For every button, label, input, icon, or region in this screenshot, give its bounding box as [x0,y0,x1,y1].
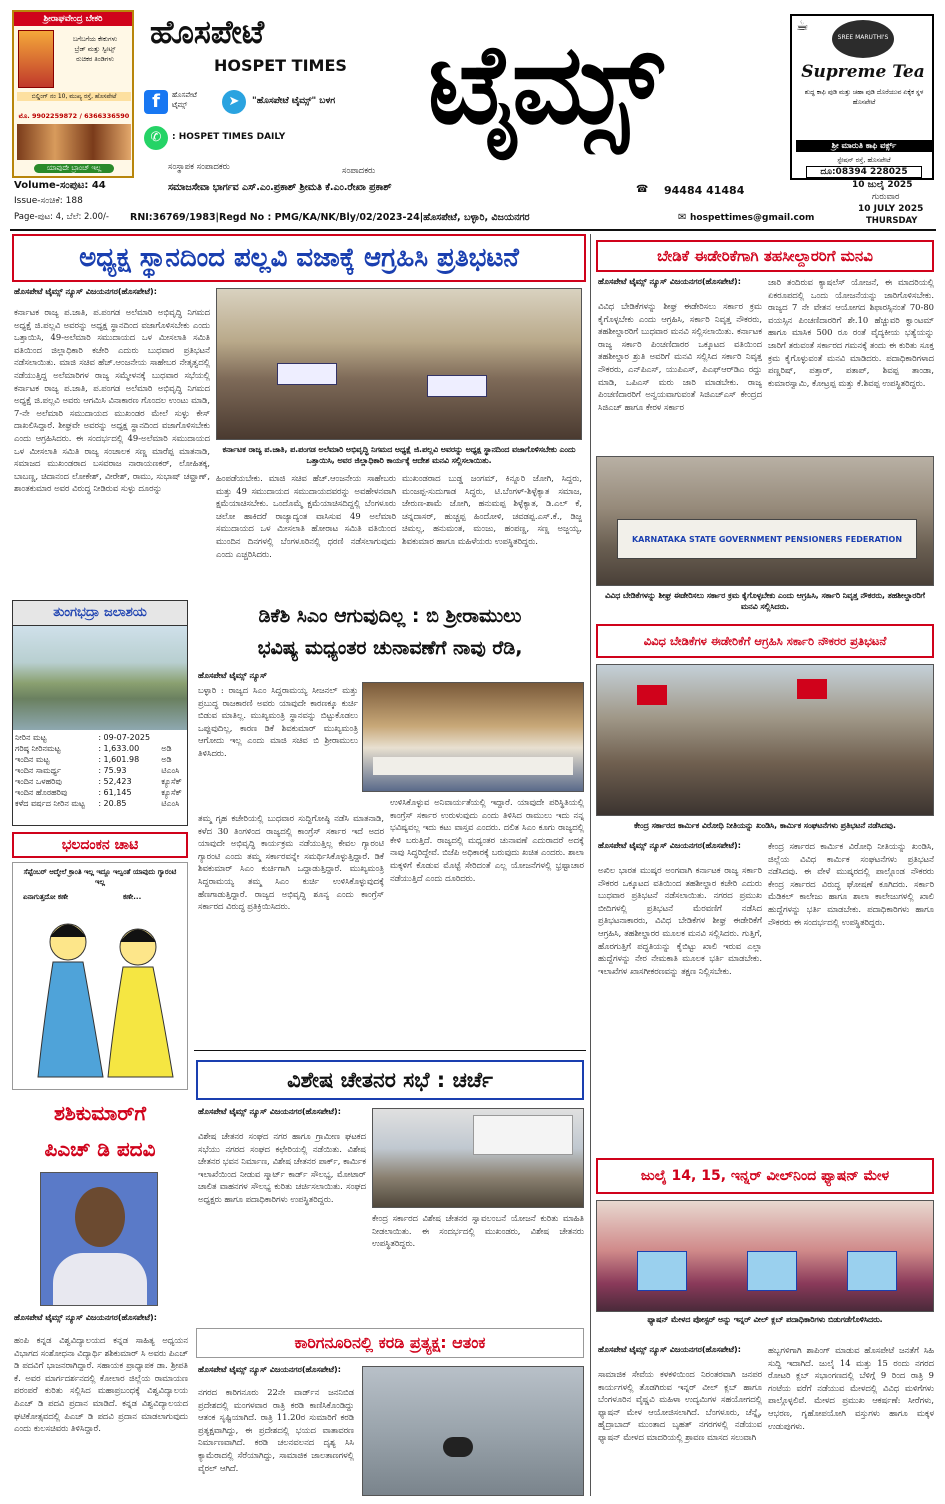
story3-headline: ವಿವಿಧ ಬೇಡಿಕೆಗಳ ಈಡೇರಿಕೆಗೆ ಆಗ್ರಹಿಸಿ ಸರ್ಕಾರಿ ನೌಕರರ ಪ್ರತಿಭಟನೆ [643,634,887,648]
story3-photo [596,664,934,816]
phone-number: 94484 41484 [664,184,745,197]
col-divider [590,234,591,1496]
story4-headline-box [596,1158,934,1194]
story7-body-right: ಕೇಂದ್ರ ಸರ್ಕಾರದ ವಿಶೇಷ ಚೇತನರ ಸ್ವಾವಲಂಬನೆ ಯೋಜನೆ ಕುರಿತು ಮಾಹಿತಿ ನೀಡಲಾಯಿತು. ಈ ಸಂದರ್ಭದಲ್ಲಿ ಮುಖಂಡರು, ವಿಶೇಷ ಚೇತನರು ಉಪಸ್ಥಿತರಿದ್ದರು. [372,1213,584,1249]
dam-photo [13,626,187,730]
story1-caption: ಕರ್ನಾಟಕ ರಾಜ್ಯ ಪ.ಜಾತಿ, ಪ.ಪಂಗಡ ಅಲೆಮಾರಿ ಅಭಿವೃದ್ಧಿ ನಿಗಮದ ಅಧ್ಯಕ್ಷೆ ಜಿ.ಪಲ್ಲವಿ ಅವರನ್ನು ಅಧ್ಯಕ್ಷ ಸ್ಥಾನದಿಂದ ವಜಾಗೊಳಿಸಬೇಕು ಎಂದು ಒತ್ತಾಯಿಸಿ, ಅವರ ಜಿಲ್ಲಾಧಿಕಾರಿ ಕಾರ್ಯಕ್ಕೆ ಆದೇಶ ಮನವಿ ಸಲ್ಲಿಸಲಾಯಿತು. [222,445,576,465]
stage-banner [473,1115,573,1155]
story8-headline-box [196,1328,584,1358]
dam-label: ಇಂದಿನ ಮಟ್ಟ [15,755,50,764]
story1-body-mid: ಹಿಂಪಡೆಯಬೇಕು. ಮಾಜಿ ಸಚಿವ ಹೆಚ್.ಆಂಜನೇಯ ಸಾಹೇಬರು ಮತ್ತು 49 ಸಮುದಾಯದ ಸಮುದಾಯದವರನ್ನು ಅವಹೇಳನವಾಗಿ ಕ್ಷಮೆಯಾಚಿಸಬೇಕು. ಒಂದೊಮ್ಮೆ ಕ್ಷಮೆಯಾಚಿಸದಿದ್ದಲ್ಲಿ ಬೆಂಗಳೂರು ಚಲೋ ಹಾಕಿದರೆ ರಾಜ್ಯಾದ್ಯಂತ ವಾಸಿಸುವ 49 ಅಲೆಮಾರಿ ಸಮುದಾಯದ ಒಳ ಮೀಸಲಾತಿ ಹೋರಾಟ ಸಮಿತಿ ವತಿಯಿಂದ ಮುಂದಿನ ದಿನಗಳಲ್ಲಿ ಬೆಂಗಳೂರಿನಲ್ಲಿ ಧರಣಿ ನಡೆಸಲಾಗುವುದು ಎಂದು ಎಚ್ಚರಿಸಿದರು. [216,473,396,559]
facebook-icon[interactable]: f [144,90,168,114]
date-kn: 10 ಜುಲೈ 2025 [852,180,913,190]
dam-unit: ಕ್ಯೂಸೆಕ್ [161,788,182,797]
pensioners-banner [617,519,917,559]
story5-headline-1: ಡಿಕೆಶಿ ಸಿಎಂ ಆಗುವುದಿಲ್ಲ : ಬಿ ಶ್ರೀರಾಮುಲು [258,605,522,627]
story2-byline: ಹೊಸಪೇಟೆ ಟೈಮ್ಸ್ ನ್ಯೂಸ್ ವಿಜಯನಗರ(ಹೊಸಪೇಟೆ): [598,277,741,286]
story6-headline-1: ಶಶಿಕುಮಾರ್‌ಗೆ [53,1101,147,1125]
flag [637,685,667,705]
dam-row [13,765,187,776]
tea-shop: ಶ್ರೀ ಮಾರುತಿ ಕಾಫಿ ವರ್ಕ್ಸ್ [796,140,932,152]
date-en: 10 JULY 2025 [858,204,924,214]
ad-bakery-note: ಯಾವುದೇ ಬ್ರಾಂಚ್ ಇಲ್ಲ [34,164,114,173]
whatsapp-icon[interactable]: ✆ [144,126,168,150]
dam-value: : 09-07-2025 [98,733,151,742]
story2-photo [596,456,934,586]
telegram-icon[interactable]: ➤ [222,90,246,114]
tea-brand: Supreme Tea [801,62,925,82]
founder-label: ಸಂಸ್ಥಾಪಕ ಸಂಪಾದಕರು [168,162,230,172]
masthead-title-small: ಹೊಸಪೇಟೆ [150,13,265,51]
day-en: THURSDAY [866,216,918,226]
poster [637,1251,687,1291]
story2-caption: ವಿವಿಧ ಬೇಡಿಕೆಗಳನ್ನು ಶೀಘ್ರ ಈಡೇರಿಸಲು ಸರ್ಕಾರ ಕ್ರಮ ಕೈಗೊಳ್ಳಬೇಕು ಎಂದು ಆಗ್ರಹಿಸಿ, ಸರ್ಕಾರಿ ನಿವೃತ್ತ ನೌಕರರು, ತಹಶೀಲ್ದಾರರಿಗೆ ಮನವಿ ಸಲ್ಲಿಸಿದರು. [605,591,925,611]
story2-headline-box [596,240,934,272]
cup-icon: ☕ [796,18,809,34]
dam-label: ಕಳೆದ ವರ್ಷದ ನೀರಿನ ಮಟ್ಟ [15,799,85,808]
day-kn: ಗುರುವಾರ [872,192,900,202]
press-table [373,757,573,775]
dam-value: : 61,145 [98,788,132,797]
dam-unit: ಅಡಿ [161,755,172,764]
bear-figure [443,1437,473,1457]
story2-body-right: ಜಾರಿ ತಂದಿರುವ ಕ್ಯಾಷಲೆಸ್ ಯೋಜನೆ, ಈ ಮಾದರಿಯಲ್ಲಿ ಏಕರೂಪದಲ್ಲಿ ಒಂದು ಯೋಜನೆಯನ್ನು ಜಾರಿಗೊಳಿಸಬೇಕು. ರಾಜ್ಯದ 7 ನೇ ವೇತನ ಆಯೋಗದ ಶಿಫಾರಸ್ಸಿನಂತೆ 70-80 ವಯಸ್ಸಿನ ಪಿಂಚಣಿದಾರರಿಗೆ ಶೇ.10 ಹೆಚ್ಚುವರಿ ಕ್ವಾಂಟಮ್ ಹಾಗೂ ಮಾಸಿಕ 500 ರೂ ರಂತೆ ವೈದ್ಯಕೀಯ ಭತ್ಯೆಯನ್ನು ಜಾರಿಗೆ ತರುವಂತೆ ಸರ್ಕಾರದ ಗಮನಕ್ಕೆ ತಂದು ಈ ಕುರಿತು ಸೂಕ್ತ ಕ್ರಮ ಕೈಗೊಳ್ಳುವಂತೆ ಮನವಿ ಮಾಡಿದರು. ಪದಾಧಿಕಾರಿಗಳಾದ ಪಣ್ಣರಿಷ್, ಪತ್ತಾರ್, ಪತಾಪ್, ಶಿವಪ್ಪ ತಾಂಡಾ, ಕುಮಾರಸ್ವಾಮಿ, ಕೋಟ್ರಪ್ಪ ಮತ್ತು ಕೆ.ಶಿವಪ್ಪ ಉಪಸ್ಥಿತರಿದ್ದರು. [768,277,934,388]
story7-byline: ಹೊಸಪೇಟೆ ಟೈಮ್ಸ್ ನ್ಯೂಸ್ ವಿಜಯನಗರ(ಹೊಸಪೇಟೆ): [198,1107,341,1116]
dam-row [13,743,187,754]
protest-placard [427,375,487,397]
tea-phone: ದೂ:08394 228025 [806,166,922,178]
phone-icon: ☎ [636,184,649,195]
cartoon-line3: ಕಣೇ... [123,893,142,901]
story7-headline: ವಿಶೇಷ ಚೇತನರ ಸಭೆ : ಚರ್ಚೆ [287,1068,493,1092]
deity-image [18,30,54,88]
protest-placard [277,363,337,385]
portrait-shirt [53,1253,147,1306]
story1-headline-box [12,234,586,282]
dam-unit: ಟಿಎಂಸಿ [161,766,180,775]
cartoon-heading-box [12,832,188,858]
telegram-label: "ಹೊಸಪೇಟೆ ಟೈಮ್ಸ್" ಬಳಗ [252,96,336,106]
story6-headline-2: ಪಿಎಚ್ ಡಿ ಪದವಿ [44,1137,156,1161]
story3-body-right: ಕೇಂದ್ರ ಸರ್ಕಾರದ ಕಾರ್ಮಿಕ ವಿರೋಧಿ ನೀತಿಯನ್ನು ಖಂಡಿಸಿ, ಜಿಲ್ಲೆಯ ವಿವಿಧ ಕಾರ್ಮಿಕ ಸಂಘಟನೆಗಳು ಪ್ರತಿಭಟನೆ ನಡೆಸಿದವು. ಈ ವೇಳೆ ಮುಷ್ಕರದಲ್ಲಿ ಪಾಲ್ಗೊಂಡ ನೌಕರರು ಕೇಂದ್ರ ಸರ್ಕಾರದ ವಿರುದ್ಧ ಘೋಷಣೆ ಕೂಗಿದರು. ಸರ್ಕಾರಿ ಮೆಡಿಕಲ್ ಕಾಲೇಜು ಹಾಗೂ ಶಾಲಾ ಕಾಲೇಜುಗಳಲ್ಲಿ ಖಾಲಿ ಹುದ್ದೆಗಳನ್ನು ಭರ್ತಿ ಮಾಡಬೇಕು. ಪದಾಧಿಕಾರಿಗಳು ಹಾಗೂ ನೌಕರರು ಈ ಸಂದರ್ಭದಲ್ಲಿ ಉಪಸ್ಥಿತರಿದ್ದರು. [768,841,934,927]
tea-address: ಸ್ಟೇಷನ್ ರಸ್ತೆ, ಹೊಸಪೇಟೆ [837,156,891,164]
story4-body-left: ಸಾಮಾಜಿಕ ಸೇವೆಯ ಕಳಕಳಿಯಿಂದ ನಿರಂತರವಾಗಿ ಜನಪರ ಕಾರ್ಯಗಳಲ್ಲಿ ತೊಡಗಿರುವ ಇನ್ನರ್ ವೀಲ್ ಕ್ಲಬ್ ಹಾಗೂ ಬೆಂಗಳೂರಿನ ವೈಷ್ಣವಿ ಮಹಿಳಾ ಉದ್ಯಮಿಗಳ ಸಹಯೋಗದಲ್ಲಿ ಫ್ಯಾಷನ್ ಮೇಳ ಆಯೋಜಿಸಲಾಗಿದೆ. ಬೆಂಗಳೂರು, ಚೆನ್ನೈ, ಹೈದ್ರಾಬಾದ್ ಮುಂತಾದ ಬೃಹತ್ ನಗರಗಳಲ್ಲಿ ನಡೆಯುವ ಫ್ಯಾಷನ್ ಮೇಳದ ಮಾದರಿಯಲ್ಲಿ ಶ್ರಾವಣ ಮಾಸದ ಸಲುವಾಗಿ [598,1369,762,1442]
dam-row [13,754,187,765]
story8-cctv-photo [362,1366,584,1496]
dam-unit: ಕ್ಯೂಸೆಕ್ [161,777,182,786]
dam-label: ನೀರಿನ ಮಟ್ಟ [15,733,47,742]
dam-box [12,600,188,826]
ad-bakery-address: ಬಿಲ್ಡಿಂಗ್ ನಂ 10, ಮುಖ್ಯ ರಸ್ತೆ, ಹೊಸಪೇಟೆ [17,92,131,101]
story1-photo [216,288,582,440]
story7-photo [372,1108,584,1208]
divider [194,1050,586,1051]
cartoon-heading: ಭಲದಂಕನ ಚಾಟಿ [61,837,139,853]
email-icon: ✉ [678,212,687,223]
masthead-rule [10,229,936,231]
story5-body-left: ತಮ್ಮ ಗೃಹ ಕಚೇರಿಯಲ್ಲಿ ಬುಧವಾರ ಸುದ್ದಿಗೋಷ್ಠಿ ನಡೆಸಿ ಮಾತನಾಡಿ, ಕಳೆದ 30 ತಿಂಗಳಿಂದ ರಾಜ್ಯದಲ್ಲಿ ಕಾಂಗ್ರೆಸ್ ಸರ್ಕಾರ ಇದೆ ಅದರ ಯಾವುದೇ ಅಭಿವೃದ್ಧಿ ಕಾರ್ಯಕ್ರಮ ನಡೆಯುತ್ತಿಲ್ಲ ಕೇವಲ ಗ್ಯಾರಂಟಿ ಗ್ಯಾರಂಟಿ ಎಂದು ತಮ್ಮ ಸರ್ಕಾರವನ್ನೇ ಸಮರ್ಥಿಸಿಕೊಳ್ಳುತ್ತಿದ್ದಾರೆ. ಡಿಕೆ ಶಿವಕುಮಾರ್ ಸಿಎಂ ಕುರ್ಚಿಗಾಗಿ ಒದ್ದಾಡುತ್ತಿದ್ದಾರೆ. ಮುಖ್ಯಮಂತ್ರಿ ಸಿದ್ದರಾಮಯ್ಯ ತಮ್ಮ ಸಿಎಂ ಕುರ್ಚಿ ಉಳಿಸಿಕೊಳ್ಳುವುದಕ್ಕೆ ಹೆಣಗಾಡುತ್ತಿದ್ದಾರೆ. ರಾಜ್ಯದ ಅಭಿವೃದ್ಧಿ ಶೂನ್ಯ ಎಂದು ಕಾಂಗ್ರೆಸ್ ಸರ್ಕಾರದ ವಿರುದ್ಧ ಪ್ರತಿಕ್ರಿಯಿಸಿದರು. [198,813,384,912]
ad-bakery-line: ಬ್ರೆಡ್ ಮತ್ತು ಸ್ವೀಟ್ಸ್ [74,45,116,53]
cartoon-box [12,862,188,1090]
story6-body: ಹಂಪಿ ಕನ್ನಡ ವಿಶ್ವವಿದ್ಯಾಲಯದ ಕನ್ನಡ ಸಾಹಿತ್ಯ ಅಧ್ಯಯನ ವಿಭಾಗದ ಸಂಶೋಧನಾ ವಿದ್ಯಾರ್ಥಿ ಶಶಿಕುಮಾರ್ ಸಿ ಅವರು ಪಿಎಚ್ ಡಿ ಪದವಿಗೆ ಭಾಜನರಾಗಿದ್ದಾರೆ. ಸಹಾಯಕ ಪ್ರಾಧ್ಯಾಪಕ ಡಾ. ಶ್ರೀಪತಿ ಕೆ. ಅವರ ಮಾರ್ಗದರ್ಶನದಲ್ಲಿ ಕೋಲಾರ ಜಿಲ್ಲೆಯ ರಾಮಾಯಣ ಪರಂಪರೆ ಕುರಿತು ಸಲ್ಲಿಸಿದ ಮಹಾಪ್ರಬಂಧಕ್ಕೆ ವಿಶ್ವವಿದ್ಯಾಲಯ ಪಿಎಚ್ ಡಿ ಪದವಿ ಪ್ರದಾನ ಮಾಡಿದೆ. ಕನ್ನಡ ವಿಶ್ವವಿದ್ಯಾಲಯದ ಘಟಿಕೋತ್ಸವದಲ್ಲಿ ಪಿಎಚ್ ಡಿ ಪದವಿ ಪ್ರದಾನ ಮಾಡಲಾಗುವುದು ಎಂದು ಕುಲಸಚಿವರು ತಿಳಿಸಿದ್ದಾರೆ. [14,1335,188,1434]
dam-value: : 75.93 [98,766,127,775]
dam-row [13,787,187,798]
dam-row [13,798,187,809]
dam-unit: ಟಿಎಂಸಿ [161,799,180,808]
dam-row [13,732,187,743]
story5-byline: ಹೊಸಪೇಟೆ ಟೈಮ್ಸ್ ನ್ಯೂಸ್ [198,671,267,680]
reg-line: RNI:36769/1983|Regd No : PMG/KA/NK/Bly/02/2023-24|ಹೊಸಪೇಟೆ, ಬಳ್ಳಾರಿ, ವಿಜಯನಗರ [130,212,530,223]
dam-row [13,776,187,787]
editors-line: ಸಮಾಜಸೇವಾ ಭಾರ್ಗವ ಎಸ್.ಎಂ.ಪ್ರಕಾಶ್ ಶ್ರೀಮತಿ ಕೆ.ಎಂ.ರೇಖಾ ಪ್ರಕಾಶ್ [168,182,392,193]
dam-table [13,732,187,809]
story4-headline: ಜುಲೈ 14, 15, ಇನ್ನರ್ ವೀಲ್‌ನಿಂದ ಫ್ಯಾಷನ್ ಮೇಳ [640,1168,890,1184]
banner-text: KARNATAKA STATE GOVERNMENT PENSIONERS FEDERATION [631,535,903,544]
story8-headline: ಕಾರಿಗನೂರಿನಲ್ಲಿ ಕರಡಿ ಪ್ರತ್ಯಕ್ಷ: ಆತಂಕ [294,1333,486,1352]
ad-bakery-title: ಶ್ರೀರಾಘವೇಂದ್ರ ಬೇಕರಿ [14,12,132,26]
poster [747,1251,797,1291]
flag [797,679,827,699]
ad-bakery[interactable] [12,10,134,178]
story3-body-left: ಅಖಿಲ ಭಾರತ ಮುಷ್ಕರ ಅಂಗವಾಗಿ ಕರ್ನಾಟಕ ರಾಜ್ಯ ಸರ್ಕಾರಿ ನೌಕರರ ಒಕ್ಕೂಟದ ವತಿಯಿಂದ ತಹಶೀಲ್ದಾರ ಕಚೇರಿ ಎದುರು ಬುಧವಾರ ಪ್ರತಿಭಟನೆ ನಡೆಸಲಾಯಿತು. ನಗರದ ಪ್ರಮುಖ ಬೀದಿಗಳಲ್ಲಿ ಪ್ರತಿಭಟನೆ ಮೆರವಣಿಗೆ ನಡೆಸಿದ ಪ್ರತಿಭಟನಾಕಾರರು, ವಿವಿಧ ಬೇಡಿಕೆಗಳ ಶೀಘ್ರ ಈಡೇರಿಕೆಗೆ ಆಗ್ರಹಿಸಿ, ತಹಶೀಲ್ದಾರರ ಮೂಲಕ ಮನವಿ ಸಲ್ಲಿಸಿದರು. ಗುತ್ತಿಗೆ, ಹೊರಗುತ್ತಿಗೆ ಪದ್ಧತಿಯನ್ನು ಕೈಬಿಟ್ಟು ಖಾಲಿ ಇರುವ ಎಲ್ಲಾ ಹುದ್ದೆಗಳನ್ನು ನೇರ ನೇಮಕಾತಿ ಮೂಲಕ ಭರ್ತಿ ಮಾಡಬೇಕು. ಇಲಾಖೆಗಳ ಖಾಸಗೀಕರಣವನ್ನು ತಕ್ಷಣ ನಿಲ್ಲಿಸಬೇಕು. [598,865,762,976]
masthead-title-en: HOSPET TIMES [214,56,347,75]
dam-label: ಇಂದಿನ ಒಳಹರಿವು [15,777,62,786]
portrait-face [75,1187,125,1247]
ad-bakery-phone: ಮೊ. 9902259872 / 6366336590 [18,112,130,120]
story4-byline: ಹೊಸಪೇಟೆ ಟೈಮ್ಸ್ ನ್ಯೂಸ್ ವಿಜಯನಗರ(ಹೊಸಪೇಟೆ): [598,1345,741,1354]
tea-brand-small: SREE MARUTHI'S [837,34,889,41]
story2-headline: ಬೇಡಿಕೆ ಈಡೇರಿಕೆಗಾಗಿ ತಹಸೀಲ್ದಾರರಿಗೆ ಮನವಿ [657,247,873,265]
story3-byline: ಹೊಸಪೇಟೆ ಟೈಮ್ಸ್ ನ್ಯೂಸ್ ವಿಜಯನಗರ(ಹೊಸಪೇಟೆ): [598,841,741,850]
ad-bakery-line: ರುಚಿಕರ ತಿಂಡಿಗಳು [76,55,114,63]
dam-unit [159,732,187,743]
story6-portrait [40,1172,158,1306]
tea-text: ಶುದ್ಧ ಕಾಫಿ ಪುಡಿ ಮತ್ತು ಚಹಾ ಪುಡಿ ದೊರೆಯುವ ಏಕೈಕ ಸ್ಥಳ ಹೊಸಪೇಟೆ [804,89,924,106]
story1-headline: ಅಧ್ಯಕ್ಷ ಸ್ಥಾನದಿಂದ ಪಲ್ಲವಿ ವಜಾಕ್ಕೆ ಆಗ್ರಹಿಸಿ ಪ್ರತಿಭಟನೆ [79,243,519,273]
dam-label: ಇಂದಿನ ಹೊರಹರಿವು [15,788,68,797]
story7-body-left: ವಿಶೇಷ ಚೇತನರ ಸಂಘದ ನಗರ ಹಾಗೂ ಗ್ರಾಮೀಣ ಘಟಕದ ಸಭೆಯು ನಗರದ ಸಂಘದ ಕಛೇರಿಯಲ್ಲಿ ನಡೆಯಿತು. ವಿಶೇಷ ಚೇತನರ ಭವನ ನಿರ್ಮಾಣ, ವಿಶೇಷ ಚೇತನರ ಪಾರ್ಕ್, ಕಾರ್ಮಿಕ ಇಲಾಖೆಯಿಂದ ನೀಡುವ ಸ್ಮಾರ್ಟ್ ಕಾರ್ಡ್ ಸೌಲಭ್ಯ, ಮೋಟಾರ್ ಚಾಲಿತ ವಾಹನಗಳ ಸೌಲಭ್ಯ ಕುರಿತು ಚರ್ಚಿಸಲಾಯಿತು. ಸಂಘದ ಅಧ್ಯಕ್ಷರು ಹಾಗೂ ಪದಾಧಿಕಾರಿಗಳು ಉಪಸ್ಥಿತರಿದ್ದರು. [198,1131,366,1204]
dam-value: : 1,601.98 [98,755,140,764]
ad-bakery-line: ಬಗೆಬಗೆಯ ಕೇಕುಗಳು [72,35,118,43]
story1-body-left: ಕರ್ನಾಟಕ ರಾಜ್ಯ ಪ.ಜಾತಿ, ಪ.ಪಂಗಡ ಅಲೆಮಾರಿ ಅಭಿವೃದ್ಧಿ ನಿಗಮದ ಅಧ್ಯಕ್ಷೆ ಜಿ.ಪಲ್ಲವಿ ಅವರನ್ನು ಅಧ್ಯಕ್ಷ ಸ್ಥಾನದಿಂದ ವಜಾಗೊಳಿಸಬೇಕು ಎಂದು ಒತ್ತಾಯಿಸಿ, 49-ಅಲೆಮಾರಿ ಸಮುದಾಯದ ಒಳ ಮೀಸಲಾತಿ ಸಮಿತಿ ವತಿಯಿಂದ ಜಿಲ್ಲಾಧಿಕಾರಿ ಕಚೇರಿ ಎದುರು ಬುಧವಾರ ಪ್ರತಿಭಟನೆ ನಡೆಸಲಾಯಿತು. ಮಾಜಿ ಸಚಿವ ಹೆಚ್.ಆಂಜನೇಯ ಸಾಹೇಬರ ನೇತೃತ್ವದಲ್ಲಿ ನಡೆಯುತ್ತಿದ್ದ ಅಲೆಮಾರಿಗಳ ರಾಜ್ಯ ಸಮ್ಮೇಳನಕ್ಕೆ ಬುಧವಾರ ಸಭೆಯಲ್ಲಿ ಕರ್ನಾಟಕ ರಾಜ್ಯ ಪ.ಜಾತಿ, ಪ.ಪಂಗಡ ಅಲೆಮಾರಿ ಅಭಿವೃದ್ಧಿ ನಿಗಮದ ಅಧ್ಯಕ್ಷೆ ಜಿ.ಪಲ್ಲವಿ ಅವರು ಆಗಮಿಸಿ ವಿನಾಕಾರಣ ಗೊಂದಲ ಉಂಟು ಮಾಡಿ, 7-ನೇ ಅಲೆಮಾರಿ ಸಮುದಾಯದ ಮುಖಂಡರ ಮೇಲೆ ಸುಳ್ಳು ಕೇಸ್ ದಾಖಲಿಸಿದ್ದಾರೆ. ಶೀಘ್ರವೇ ಅವರನ್ನು ಅಧ್ಯಕ್ಷ ಸ್ಥಾನದಿಂದ ವಜಾಗೊಳಿಸಬೇಕು ಎಂದು ಆಗ್ರಹಿಸಿದರು. ಈ ಸಂದರ್ಭದಲ್ಲಿ 49-ಅಲೆಮಾರಿ ಸಮುದಾಯದ ಒಳ ಮೀಸಲಾತಿ ಸಮಿತಿ ರಾಜ್ಯ ಸಂಚಾಲಕ ಸಣ್ಣ ಮಾರೆಪ್ಪ ಮಾತನಾಡಿ, ಸಮಾಜದ ಮುಖಂಡರಾದ ಬಸವರಾಜ ನಾರಾಯಣಕರ್, ಲೋಹಿತಕ್ಕ, ಬಾಬಣ್ಣ, ಚಿದಾನಂದ ಲೋಕೇಶ್, ವೀರೇಶ್, ರಾಮು, ಸುಭಾಷ್ ಚವ್ಹಾಣ್, ಶಾಂತಕುಮಾರ ಅವರ ವಿರುದ್ಧ ನೀಡಿರುವ ಸುಳ್ಳು ದೂರನ್ನು [14,307,210,494]
dam-heading: ತುಂಗಭದ್ರಾ ಜಲಾಶಯ [13,601,187,626]
story5-body-right: ಉಳಿಸಿಕೊಳ್ಳುವ ಅನಿವಾರ್ಯತೆಯಲ್ಲಿ ಇದ್ದಾರೆ. ಯಾವುದೇ ಪರಿಸ್ಥಿತಿಯಲ್ಲಿ ಕಾಂಗ್ರೆಸ್ ಸರ್ಕಾರ ಉರುಳುವುದು ಎಂದು ತಿಳಿಸಿದ ರಾಮುಲು ಇದು ನನ್ನ ಭವಿಷ್ಯವಲ್ಲ ಇದು ಕಟು ವಾಸ್ತವ ಎಂದರು. ದಲಿತ ಸಿಎಂ ಕೂಗು ರಾಜ್ಯದಲ್ಲಿ ಕೇಳಿ ಬರುತ್ತಿದೆ. ರಾಜ್ಯದಲ್ಲಿ ಮಧ್ಯಂತರ ಚುನಾವಣೆ ಎದುರಾದರೆ ಅದಕ್ಕೆ ನಾವು ಸಿದ್ಧರಿದ್ದೇವೆ. ಬಿಜೆಪಿ ಅಧಿಕಾರಕ್ಕೆ ಬರುವುದು ಖಚಿತ ಎಂದರು. ಶಾಲಾ ಮಕ್ಕಳಿಗೆ ಕೊಡುವ ಮೊಟ್ಟೆ ಸೇರಿದಂತೆ ಎಲ್ಲ ಯೋಜನೆಗಳಲ್ಲಿ ಭ್ರಷ್ಟಾಚಾರ ನಡೆಯುತ್ತಿದೆ ಎಂದು ದೂರಿದರು. [390,797,584,883]
story5-photo [362,682,584,792]
story4-photo [596,1200,934,1312]
whatsapp-label: : HOSPET TIMES DAILY [172,132,286,142]
dam-value: : 20.85 [98,799,127,808]
cartoon-line2: ಏನಾಗುತ್ತದೋ ಕಣೇ [23,893,69,901]
story6-byline: ಹೊಸಪೇಟೆ ಟೈಮ್ಸ್ ನ್ಯೂಸ್ ವಿಜಯನಗರ(ಹೊಸಪೇಟೆ): [14,1313,157,1322]
story5-headline-2: ಭವಿಷ್ಯ ಮಧ್ಯಂತರ ಚುನಾವಣೆಗೆ ನಾವು ರೆಡಿ, [257,637,523,659]
dam-value: : 1,633.00 [98,744,140,753]
story5-body-top: ಬಳ್ಳಾರಿ : ರಾಜ್ಯದ ಸಿಎಂ ಸಿದ್ದರಾಮಯ್ಯ ಸೀಜನಲ್ ಮತ್ತು ಪ್ರಬುದ್ಧ ರಾಜಕಾರಣಿ ಅವರು ಯಾವುದೇ ಕಾರಣಕ್ಕೂ ಕುರ್ಚಿ ಬಿಡುವ ಮಾತಿಲ್ಲ. ಮುಖ್ಯಮಂತ್ರಿ ಸ್ಥಾನವನ್ನು ಬಿಟ್ಟುಕೊಡಲು ಒಪ್ಪುವುದಿಲ್ಲ, ಕಾರಣ ಡಿಕೆ ಶಿವಕುಮಾರ್ ಮುಖ್ಯಮಂತ್ರಿ ಆಗೋದು ಇಲ್ಲ ಎಂದು ಮಾಜಿ ಸಚಿವ ಬಿ ಶ್ರೀರಾಮುಲು ತಿಳಿಸಿದರು. [198,685,358,758]
story3-caption: ಕೇಂದ್ರ ಸರ್ಕಾರದ ಕಾರ್ಮಿಕ ವಿರೋಧಿ ನೀತಿಯನ್ನು ಖಂಡಿಸಿ, ಕಾರ್ಮಿಕ ಸಂಘಟನೆಗಳು ಪ್ರತಿಭಟನೆ ನಡೆಸಿದವು. [633,821,896,830]
issue: Issue-ಸಂಚಿಕೆ: 188 [14,196,83,206]
poster [847,1251,897,1291]
dam-unit: ಅಡಿ [161,744,172,753]
pages: Page-ಪುಟ: 4, ಬೆಲೆ: 2.00/- [14,212,109,222]
story4-caption: ಫ್ಯಾಷನ್ ಮೇಳದ ಪೋಸ್ಟರ್ ಅನ್ನು ಇನ್ನರ್ ವೀಲ್ ಕ್ಲಬ್ ಪದಾಧಿಕಾರಿಗಳು ಬಿಡುಗಡೆಗೊಳಿಸಿದರು. [647,1315,883,1324]
dam-label: ಇಂದಿನ ಸಾಮರ್ಥ್ಯ [15,766,61,775]
dam-value: : 52,423 [98,777,132,786]
email[interactable]: hospettimes@gmail.com [690,213,815,223]
story1-body-right: ಮುಖಂಡರಾದ ಬುಡ್ಡ ಜಂಗಮ್, ಕಿನ್ನೂರಿ ಜೋಗಿ, ಸಿದ್ದರು, ಮಂಜಪ್ಪ-ಸುದುಗಾಡ ಸಿದ್ಧರು, ಟಿ.ಬೆಂಗಳ್-ಶಿಳ್ಳೆಕ್ಯಾತ ಸಮಾಜ, ಜೇರುಣ-ಶಾಮೆ ಜೋಗಿ, ಹನುಮಪ್ಪ ಶಿಳ್ಳೆಕ್ಯಾತ, ಡಿ.ಎಲ್ ಕೆ, ಚನ್ನದಾಸರ್, ಹುಚ್ಚಪ್ಪ ಹಿಂದೋಳಿ, ಚವಡಪ್ಪ.ಎಸ್.ಕೆ., ಡಿಜ್ಜ ಚಿಮಲ್ಲ, ಹನುಮಂತ, ಮಂಜು, ಹಂಪಣ್ಣ, ಸಣ್ಣ ಅಜ್ಜಯ್ಯ, ಶಿವಕುಮಾರ ಹಾಗೂ ಮಹಿಳೆಯರು ಉಪಸ್ಥಿತರಿದ್ದರು. [402,473,582,546]
story2-body-left: ವಿವಿಧ ಬೇಡಿಕೆಗಳನ್ನು ಶೀಘ್ರ ಈಡೇರಿಸಲು ಸರ್ಕಾರ ಕ್ರಮ ಕೈಗೊಳ್ಳಬೇಕು ಎಂದು ಆಗ್ರಹಿಸಿ, ಸರ್ಕಾರಿ ನಿವೃತ್ತ ನೌಕರರು, ತಹಶೀಲ್ದಾರರಿಗೆ ಬುಧವಾರ ಮನವಿ ಸಲ್ಲಿಸಲಾಯಿತು. ಕರ್ನಾಟಕ ರಾಜ್ಯ ಸರ್ಕಾರಿ ಪಿಂಚಣಿದಾರರ ಒಕ್ಕೂಟದ ವತಿಯಿಂದ ತಹಶೀಲ್ದಾರ ಶ್ರುತಿ ಅವರಿಗೆ ಮನವಿ ಸಲ್ಲಿಸಿದ ಸರ್ಕಾರಿ ನಿವೃತ್ತ ನೌಕರರು, ಎನ್‌ಪಿಎಸ್, ಯುಪಿಎಸ್, ಪಿಎಫ್‌ಆರ್‌ಡಿಎ ರದ್ದು ಮಾಡಿ, ಒಪಿಎಸ್ ಮರು ಜಾರಿ ಮಾಡಬೇಕು. ರಾಜ್ಯ ಪಿಂಚಣಿದಾರರಿಗೆ ಅನ್ವಯವಾಗುವಂತೆ ಸಿಜಿಎಚ್‌ಎಸ್ ಕೇಂದ್ರದ ಸಿಜಿಎಚ್ ಹಾಗೂ ಕೇರಳ ಸರ್ಕಾರ [598,301,762,412]
volume: Volume-ಸಂಪುಟ: 44 [14,180,106,191]
story8-body: ನಗರದ ಕಾರಿಗನೂರು 22ನೇ ವಾರ್ಡ್‌ನ ಜನನಿಬಿಡ ಪ್ರದೇಶದಲ್ಲಿ ಮಂಗಳವಾರ ರಾತ್ರಿ ಕರಡಿ ಕಾಣಿಸಿಕೊಂಡಿದ್ದು ಆತಂಕ ಸೃಷ್ಟಿಯಾಗಿದೆ. ರಾತ್ರಿ 11.20ರ ಸುಮಾರಿಗೆ ಕರಡಿ ಪ್ರತ್ಯಕ್ಷವಾಗಿದ್ದು, ಈ ಪ್ರದೇಶದಲ್ಲಿ ಭಯದ ವಾತಾವರಣ ನಿರ್ಮಾಣವಾಗಿದೆ. ಕರಡಿ ಚಲನವಲನದ ದೃಶ್ಯ ಸಿಸಿ ಕ್ಯಾಮೆರಾದಲ್ಲಿ ಸೆರೆಯಾಗಿದ್ದು, ಸಾಮಾಜಿಕ ಜಾಲತಾಣಗಳಲ್ಲಿ ವೈರಲ್ ಆಗಿದೆ. [198,1387,354,1473]
dam-label: ಗರಿಷ್ಠ ನೀರಿನಮಟ್ಟ [15,744,61,753]
story8-byline: ಹೊಸಪೇಟೆ ಟೈಮ್ಸ್ ನ್ಯೂಸ್ ವಿಜಯನಗರ(ಹೊಸಪೇಟೆ): [198,1365,341,1374]
masthead-title-big: ಟೈಮ್ಸ್ [428,20,659,148]
facebook-label: ಹೊಸಪೇಟೆ ಟೈಮ್ಸ್ [172,91,197,109]
editor-label: ಸಂಪಾದಕರು [342,166,376,176]
story7-headline-box [196,1060,584,1100]
story1-byline: ಹೊಸಪೇಟೆ ಟೈಮ್ಸ್ ನ್ಯೂಸ್ ವಿಜಯನಗರ(ಹೊಸಪೇಟೆ): [14,287,157,296]
cartoon-drawing [13,907,189,1087]
ad-supreme-tea[interactable] [790,14,934,180]
story3-headline-box [596,624,934,658]
cartoon-line1: ಸೆಪ್ಟೆಂಬರ್ ಆದ್ಮೇಲೆ ಕ್ರಾಂತಿ ಇಲ್ಲ ಇದ್ದೂ ಇಲ್ವಂತೆ ಯಾವುದು ಗ್ಯಾರಂಟಿ ಇಲ್ಲ [23,868,177,886]
story4-body-right: ಹಬ್ಬಗಳಿಗಾಗಿ ಶಾಪಿಂಗ್ ಮಾಡುವ ಹೊಸಪೇಟೆ ಜನತೆಗೆ ಸಿಹಿ ಸುದ್ದಿ ಇದಾಗಿದೆ. ಜುಲೈ 14 ಮತ್ತು 15 ರಂದು ನಗರದ ರೋಟರಿ ಕ್ಲಬ್ ಸಭಾಂಗಣದಲ್ಲಿ ಬೆಳಿಗ್ಗೆ 9 ರಿಂದ ರಾತ್ರಿ 9 ಗಂಟೆಯ ವರೆಗೆ ನಡೆಯುವ ಮೇಳದಲ್ಲಿ ವಿವಿಧ ಮಳಿಗೆಗಳು ಪಾಲ್ಗೊಳ್ಳಲಿವೆ. ಮೇಳದ ಪ್ರಮುಖ ಆಕರ್ಷಣೆ: ಸೀರೆಗಳು, ಆಭರಣ, ಗೃಹೋಪಯೋಗಿ ವಸ್ತುಗಳು ಹಾಗೂ ಮಕ್ಕಳ ಉಡುಪುಗಳು. [768,1345,934,1431]
cake-image [17,124,131,160]
